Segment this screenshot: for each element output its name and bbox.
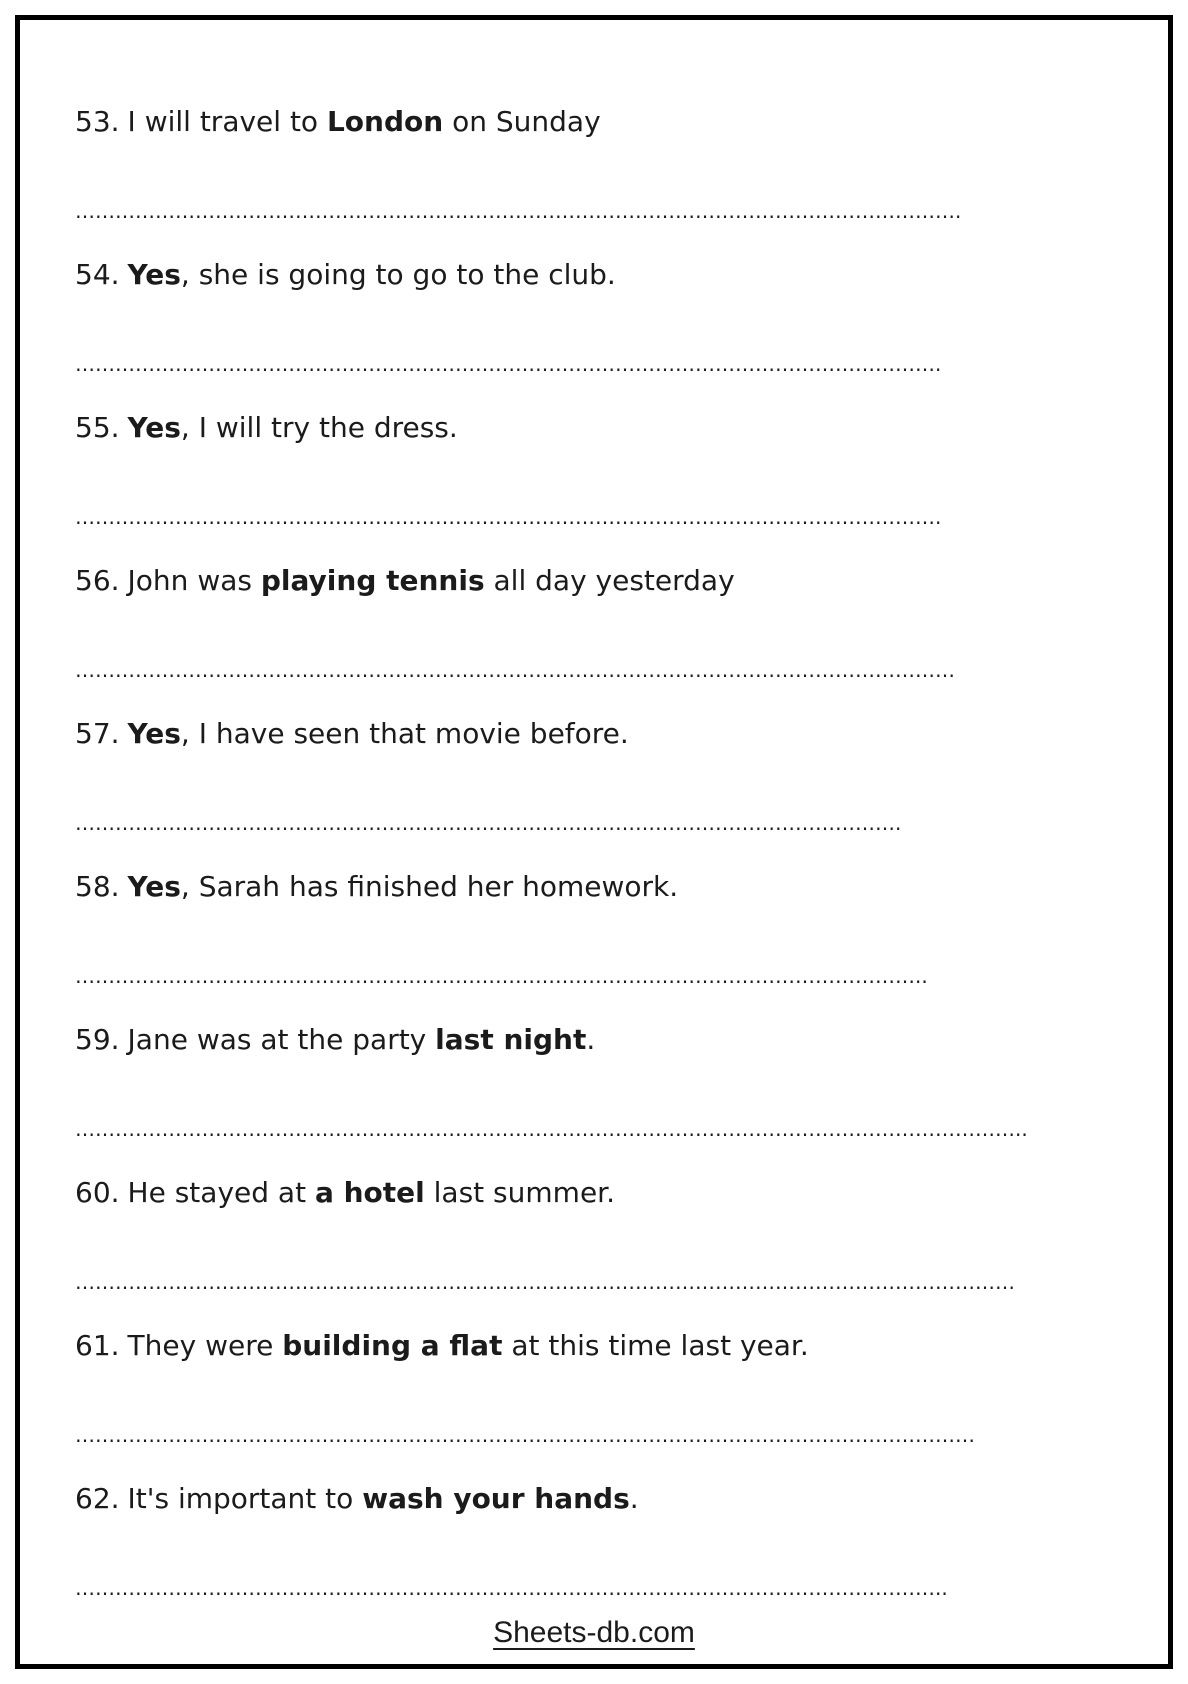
question-part: . bbox=[629, 1482, 639, 1515]
worksheet-item bbox=[75, 1022, 1143, 1140]
question-part: John was bbox=[127, 564, 261, 597]
question-text bbox=[75, 1022, 1143, 1058]
question-part-bold: Yes bbox=[127, 258, 181, 291]
question-number: 61. bbox=[75, 1329, 120, 1362]
question-part-bold: Yes bbox=[127, 870, 181, 903]
question-text bbox=[75, 410, 1143, 446]
question-number: 53. bbox=[75, 105, 120, 138]
question-text bbox=[75, 869, 1143, 905]
answer-dotted-line: …………………………………………………………………………………………………………………………… bbox=[75, 1271, 1015, 1293]
question-text bbox=[75, 1328, 1143, 1364]
question-part: It's important to bbox=[127, 1482, 363, 1515]
question-part: They were bbox=[127, 1329, 283, 1362]
worksheet-item bbox=[75, 104, 1143, 222]
question-number: 57. bbox=[75, 717, 120, 750]
question-part-bold: wash your hands bbox=[362, 1482, 630, 1515]
question-text bbox=[75, 716, 1143, 752]
question-part-bold: building a flat bbox=[282, 1329, 503, 1362]
question-part: . bbox=[586, 1023, 596, 1056]
worksheet-item bbox=[75, 410, 1143, 528]
question-text bbox=[75, 104, 1143, 140]
worksheet-item bbox=[75, 1481, 1143, 1599]
question-number: 54. bbox=[75, 258, 120, 291]
worksheet-item bbox=[75, 716, 1143, 834]
question-part-bold: Yes bbox=[127, 717, 181, 750]
question-number: 59. bbox=[75, 1023, 120, 1056]
footer-site-link[interactable]: Sheets-db.com bbox=[493, 1616, 695, 1649]
question-part: Jane was at the party bbox=[127, 1023, 436, 1056]
footer bbox=[21, 1616, 1167, 1650]
question-part: He stayed at bbox=[127, 1176, 315, 1209]
question-number: 60. bbox=[75, 1176, 120, 1209]
question-part: , I will try the dress. bbox=[180, 411, 458, 444]
answer-dotted-line: …………………………………………………………………………………………………………………………….. bbox=[75, 1118, 1028, 1140]
worksheet-item bbox=[75, 1175, 1143, 1293]
question-number: 56. bbox=[75, 564, 120, 597]
worksheet-item bbox=[75, 869, 1143, 987]
question-part-bold: a hotel bbox=[314, 1176, 425, 1209]
question-part: at this time last year. bbox=[502, 1329, 809, 1362]
question-text bbox=[75, 563, 1143, 599]
answer-dotted-line: ……………………………………………………………………………………………………………………… bbox=[75, 1424, 975, 1446]
question-part: all day yesterday bbox=[484, 564, 735, 597]
answer-dotted-line: ……………………………………………………………………………………………………………….. bbox=[75, 965, 928, 987]
question-part: , she is going to go to the club. bbox=[180, 258, 616, 291]
answer-dotted-line: ………………………………………………………………………………………………………………….. bbox=[75, 1577, 948, 1599]
question-part: , I have seen that movie before. bbox=[180, 717, 629, 750]
answer-dotted-line: …………………………………………………………………………………………………………………… bbox=[75, 659, 955, 681]
question-list bbox=[75, 104, 1143, 1599]
question-part: , Sarah has finished her homework. bbox=[180, 870, 679, 903]
question-part: on Sunday bbox=[443, 105, 601, 138]
worksheet-body bbox=[21, 20, 1167, 1664]
worksheet-item bbox=[75, 257, 1143, 375]
question-part: I will travel to bbox=[127, 105, 327, 138]
question-number: 55. bbox=[75, 411, 120, 444]
question-number: 58. bbox=[75, 870, 120, 903]
question-part-bold: last night bbox=[435, 1023, 587, 1056]
question-text bbox=[75, 257, 1143, 293]
worksheet-item bbox=[75, 563, 1143, 681]
question-part-bold: Yes bbox=[127, 411, 181, 444]
question-part-bold: London bbox=[326, 105, 444, 138]
question-text bbox=[75, 1481, 1143, 1517]
question-text bbox=[75, 1175, 1143, 1211]
answer-dotted-line: …………………………………………………………………………………………………………………. bbox=[75, 353, 942, 375]
question-part: last summer. bbox=[424, 1176, 616, 1209]
question-part-bold: playing tennis bbox=[260, 564, 485, 597]
answer-dotted-line: ……………………………………………………………………………………………………………………. bbox=[75, 200, 962, 222]
question-number: 62. bbox=[75, 1482, 120, 1515]
answer-dotted-line: …………………………………………………………………………………………………………………. bbox=[75, 506, 942, 528]
answer-dotted-line: ……………………………………………………………………………………………………………. bbox=[75, 812, 902, 834]
worksheet-item bbox=[75, 1328, 1143, 1446]
